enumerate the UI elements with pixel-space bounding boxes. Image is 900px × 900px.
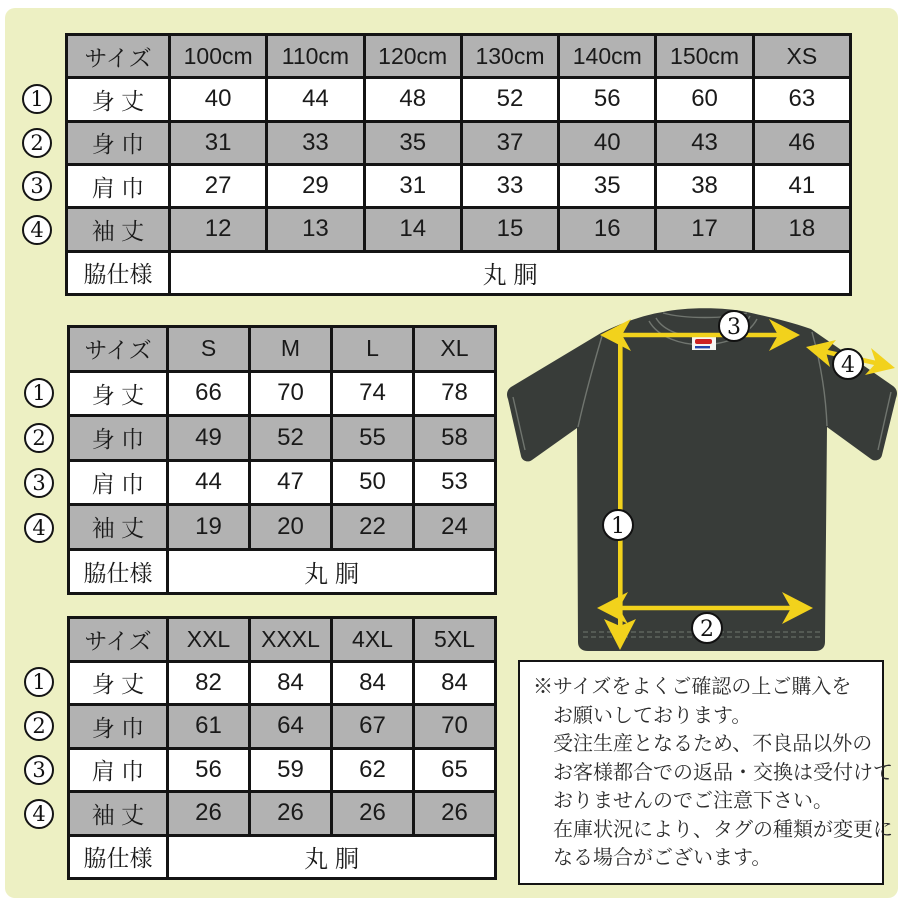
table-cell: 44 — [169, 462, 248, 504]
note-line: お客様都合での返品・交換は受付けて — [553, 761, 893, 784]
table-header-cell: 120cm — [366, 36, 460, 76]
diagram-circle-4 — [833, 349, 863, 379]
size-chart-panel — [5, 8, 898, 898]
table-cell: 50 — [333, 462, 412, 504]
table-cell: 55 — [333, 417, 412, 459]
table-cell: 22 — [333, 506, 412, 548]
table-cell: 67 — [333, 706, 412, 747]
row-marker-circle: 2 — [22, 128, 52, 158]
row-marker-circle: 3 — [24, 468, 54, 498]
table-cell: 78 — [415, 373, 494, 415]
table-header-cell: 110cm — [268, 36, 362, 76]
table-cell: 33 — [463, 166, 557, 206]
table-cell: 16 — [560, 209, 654, 249]
table-cell: 43 — [657, 123, 751, 163]
table-cell: 84 — [333, 663, 412, 704]
table-header-cell: 150cm — [657, 36, 751, 76]
table-cell: 58 — [415, 417, 494, 459]
table-row-label: 身 巾 — [70, 706, 166, 747]
table-cell: 35 — [366, 123, 460, 163]
table-row-label: 身 丈 — [70, 373, 166, 415]
table-cell: 49 — [169, 417, 248, 459]
table-footer-value: 丸 胴 — [171, 253, 849, 293]
table-cell: 64 — [251, 706, 330, 747]
table-footer-label: 脇仕様 — [70, 837, 166, 878]
table-cell: 20 — [251, 506, 330, 548]
table-cell: 29 — [268, 166, 362, 206]
table-cell: 41 — [755, 166, 849, 206]
row-marker-circle: 2 — [24, 423, 54, 453]
table-header-cell: XL — [415, 328, 494, 370]
diagram-circle-3 — [719, 311, 749, 341]
table-cell: 70 — [251, 373, 330, 415]
tshirt-measurement-diagram — [505, 298, 900, 660]
table-cell: 56 — [169, 750, 248, 791]
table-header-cell: XXXL — [251, 619, 330, 660]
note-line: おりませんのでご注意下さい。 — [553, 790, 833, 812]
table-row-label: 肩 巾 — [70, 750, 166, 791]
table-cell: 35 — [560, 166, 654, 206]
note-line: お願いしております。 — [553, 704, 752, 727]
table-cell: 38 — [657, 166, 751, 206]
table-cell: 31 — [171, 123, 265, 163]
row-marker-circle: 1 — [24, 667, 54, 697]
table-row-label: 袖 丈 — [70, 793, 166, 834]
table-cell: 26 — [415, 793, 494, 834]
table-footer-value: 丸 胴 — [169, 551, 494, 593]
table-header-size: サイズ — [70, 619, 166, 660]
table-cell: 46 — [755, 123, 849, 163]
table-header-cell: 140cm — [560, 36, 654, 76]
note-line: ※サイズをよくご確認の上ご購入を — [533, 676, 852, 698]
row-marker-circle: 4 — [22, 215, 52, 245]
table-header-cell: XXL — [169, 619, 248, 660]
neck-tag — [692, 336, 716, 350]
row-marker-circle: 3 — [22, 171, 52, 201]
table-cell: 53 — [415, 462, 494, 504]
table-footer-label: 脇仕様 — [68, 253, 168, 293]
table-header-cell: 5XL — [415, 619, 494, 660]
table-cell: 13 — [268, 209, 362, 249]
table-cell: 18 — [755, 209, 849, 249]
table-cell: 26 — [333, 793, 412, 834]
table-cell: 82 — [169, 663, 248, 704]
table-header-cell: XS — [755, 36, 849, 76]
table-cell: 70 — [415, 706, 494, 747]
table-cell: 62 — [333, 750, 412, 791]
table-row-label: 身 巾 — [68, 123, 168, 163]
table-header-size: サイズ — [68, 36, 168, 76]
table-cell: 37 — [463, 123, 557, 163]
size-table-adult — [67, 325, 497, 595]
table-cell: 66 — [169, 373, 248, 415]
table-cell: 26 — [251, 793, 330, 834]
table-header-cell: S — [169, 328, 248, 370]
diagram-circle-1 — [603, 510, 633, 540]
row-marker-circle: 4 — [24, 513, 54, 543]
table-row-label: 身 巾 — [70, 417, 166, 459]
table-cell: 47 — [251, 462, 330, 504]
table-row-label: 袖 丈 — [70, 506, 166, 548]
size-table-big — [67, 616, 497, 880]
table-cell: 84 — [415, 663, 494, 704]
row-marker-circle: 2 — [24, 711, 54, 741]
table-header-cell: L — [333, 328, 412, 370]
row-marker-circle: 1 — [22, 84, 52, 114]
svg-text:2: 2 — [700, 617, 714, 642]
table-cell: 12 — [171, 209, 265, 249]
svg-text:1: 1 — [611, 514, 625, 539]
row-marker-circle: 1 — [24, 378, 54, 408]
row-marker-circle: 3 — [24, 755, 54, 785]
table-cell: 31 — [366, 166, 460, 206]
note-line: 受注生産となるため、不良品以外の — [553, 733, 873, 755]
table-cell: 14 — [366, 209, 460, 249]
svg-text:3: 3 — [727, 315, 741, 340]
table-cell: 33 — [268, 123, 362, 163]
purchase-note-box — [518, 660, 893, 885]
table-cell: 59 — [251, 750, 330, 791]
table-header-cell: 100cm — [171, 36, 265, 76]
table-cell: 61 — [169, 706, 248, 747]
table-row-label: 袖 丈 — [68, 209, 168, 249]
table-cell: 40 — [560, 123, 654, 163]
table-cell: 40 — [171, 79, 265, 119]
table-footer-value: 丸 胴 — [169, 837, 494, 878]
table-cell: 15 — [463, 209, 557, 249]
table-cell: 74 — [333, 373, 412, 415]
table-row-label: 身 丈 — [70, 663, 166, 704]
table-footer-label: 脇仕様 — [70, 551, 166, 593]
table-cell: 44 — [268, 79, 362, 119]
table-row-label: 肩 巾 — [70, 462, 166, 504]
table-cell: 65 — [415, 750, 494, 791]
table-header-cell: M — [251, 328, 330, 370]
table-cell: 19 — [169, 506, 248, 548]
table-cell: 52 — [251, 417, 330, 459]
table-cell: 52 — [463, 79, 557, 119]
row-marker-circle: 4 — [24, 799, 54, 829]
note-line: 在庫状況により、タグの種類が変更に — [553, 818, 893, 841]
table-cell: 26 — [169, 793, 248, 834]
table-cell: 63 — [755, 79, 849, 119]
table-cell: 24 — [415, 506, 494, 548]
table-cell: 84 — [251, 663, 330, 704]
table-header-size: サイズ — [70, 328, 166, 370]
table-header-cell: 130cm — [463, 36, 557, 76]
table-header-cell: 4XL — [333, 619, 412, 660]
table-cell: 48 — [366, 79, 460, 119]
svg-text:4: 4 — [841, 353, 855, 378]
table-cell: 17 — [657, 209, 751, 249]
size-table-kids — [65, 33, 852, 296]
table-cell: 56 — [560, 79, 654, 119]
table-cell: 27 — [171, 166, 265, 206]
table-cell: 60 — [657, 79, 751, 119]
table-row-label: 身 丈 — [68, 79, 168, 119]
diagram-circle-2 — [692, 613, 722, 643]
note-line: なる場合がございます。 — [553, 847, 772, 869]
table-row-label: 肩 巾 — [68, 166, 168, 206]
